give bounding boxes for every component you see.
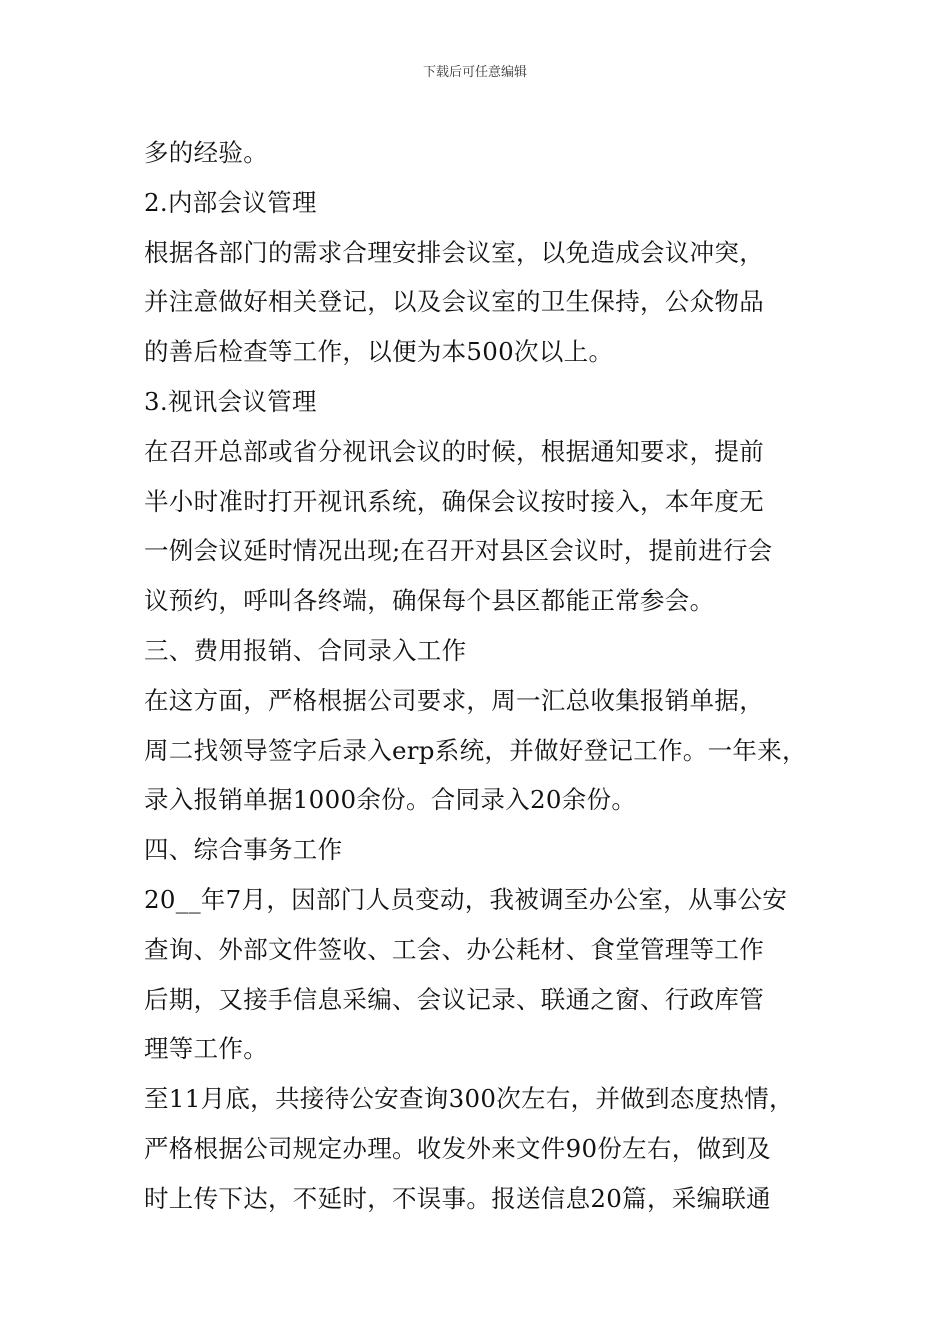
- text-line: 的善后检查等工作，以便为本500次以上。: [144, 337, 614, 367]
- section-heading: 四、综合事务工作: [144, 835, 343, 865]
- text-line: 查询、外部文件签收、工会、办公耗材、食堂管理等工作: [144, 934, 764, 964]
- text-line: 理等工作。: [144, 1034, 268, 1064]
- text-line: 半小时准时打开视讯系统，确保会议按时接入，本年度无: [144, 486, 764, 516]
- text-line: 议预约，呼叫各终端，确保每个县区都能正常参会。: [144, 586, 715, 616]
- text-line: 录入报销单据1000余份。合同录入20余份。: [144, 785, 637, 815]
- text-line: 多的经验。: [144, 138, 268, 167]
- text-line: 时上传下达，不延时，不误事。报送信息20篇，采编联通: [144, 1183, 771, 1213]
- text-line: 在这方面，严格根据公司要求，周一汇总收集报销单据，: [144, 685, 764, 715]
- text-line: 严格根据公司规定办理。收发外来文件90份左右，做到及: [144, 1133, 771, 1163]
- section-heading: 3.视讯会议管理: [144, 386, 317, 416]
- text-line: 并注意做好相关登记，以及会议室的卫生保持，公众物品: [144, 287, 764, 317]
- text-line: 至11月底，共接待公安查询300次左右，并做到态度热情，: [144, 1084, 794, 1114]
- text-line: 周二找领导签字后录入erp系统，并做好登记工作。一年来，: [144, 735, 807, 765]
- text-line: 20__年7月，因部门人员变动，我被调至办公室，从事公安: [144, 884, 788, 914]
- text-line: 在召开总部或省分视讯会议的时候，根据通知要求，提前: [144, 436, 764, 466]
- page-header: 下载后可任意编辑: [422, 65, 527, 80]
- section-heading: 三、费用报销、合同录入工作: [144, 635, 467, 665]
- section-heading: 2.内部会议管理: [144, 187, 317, 217]
- text-line: 后期，又接手信息采编、会议记录、联通之窗、行政库管: [144, 984, 764, 1014]
- text-line: 根据各部门的需求合理安排会议室，以免造成会议冲突，: [144, 237, 764, 267]
- document-body: [144, 128, 834, 1224]
- text-line: 一例会议延时情况出现;在召开对县区会议时，提前进行会: [144, 536, 773, 566]
